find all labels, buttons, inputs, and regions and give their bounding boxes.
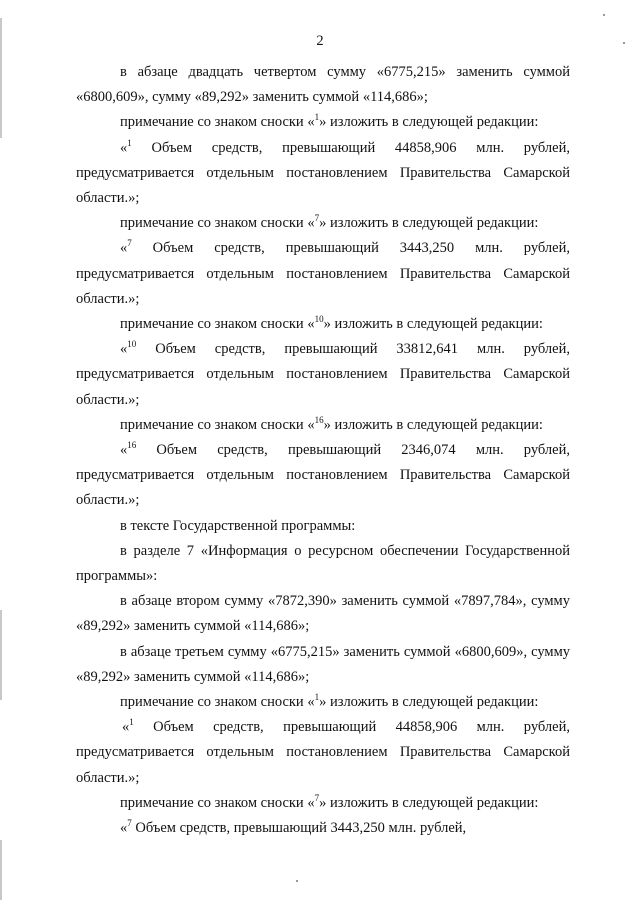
footnote-mark: 1: [314, 692, 320, 703]
scan-speck: [296, 880, 298, 882]
paragraph: в абзаце втором сумму «7872,390» заменить суммой «7897,784», сумму «89,292» заменить суммой «114,686»;: [76, 593, 570, 635]
paragraph: «$^1$ Объем средств, превышающий 44858,906 млн. рублей, предусматривается отдельным постановлением Правительства Самарской области.»;: [76, 137, 570, 207]
scan-speck: [603, 14, 605, 16]
paragraph: примечание со знаком сноски «$^1$» изложить в следующей редакции:: [120, 112, 539, 131]
paragraph: в абзаце третьем сумму «6775,215» заменить суммой «6800,609», сумму «89,292» заменить суммой «114,686»;: [76, 643, 570, 685]
paragraph: примечание со знаком сноски «$^7$» изложить в следующей редакции:: [120, 793, 539, 811]
footnote-mark: 16: [314, 415, 324, 426]
paragraph: «$^7$ Объем средств, превышающий 3443,250 млн. рублей, предусматривается отдельным постановлением Правительства Самарской области.»;: [76, 238, 570, 307]
footnote-mark: 7: [127, 818, 132, 829]
paragraph: в разделе 7 «Информация о ресурсном обеспечении Государственной программы»:: [76, 542, 570, 585]
footnote-mark: 7: [314, 793, 320, 804]
paragraph: примечание со знаком сноски «$^7$» изложить в следующей редакции:: [120, 213, 539, 232]
paragraph: примечание со знаком сноски «$^1$» изложить в следующей редакции:: [120, 692, 539, 711]
footnote-mark: 1: [314, 112, 320, 123]
paragraph: «$^7$ Объем средств, превышающий 3443,250 млн. рублей,: [120, 818, 467, 837]
footnote-mark: 7: [314, 213, 320, 224]
paragraph: «$^1$ Объем средств, превышающий 44858,906 млн. рублей, предусматривается отдельным постановлением Правительства Самарской области.»;: [76, 717, 570, 786]
footnote-mark: 1: [127, 137, 132, 148]
scan-edge-mark: [0, 610, 2, 700]
paragraph: «$^{10}$ Объем средств, превышающий 33812,641 млн. рублей, предусматривается отдельным постановлением Правительства Самарской области.»;: [76, 339, 570, 408]
paragraph: примечание со знаком сноски «$^{10}$» изложить в следующей редакции:: [120, 314, 543, 333]
footnote-mark: 10: [127, 339, 137, 350]
paragraph: в тексте Государственной программы:: [120, 517, 356, 534]
paragraph: в абзаце двадцать четвертом сумму «6775,215» заменить суммой «6800,609», сумму «89,292» заменить суммой «114,686»;: [76, 64, 570, 106]
document-body: [76, 60, 570, 841]
footnote-mark: 16: [127, 440, 137, 451]
footnote-mark: 1: [129, 717, 134, 728]
page-number: 2: [316, 33, 324, 49]
scan-edge-mark: [0, 840, 2, 900]
footnote-mark: 10: [314, 314, 324, 325]
footnote-mark: 7: [127, 238, 132, 249]
paragraph: примечание со знаком сноски «$^{16}$» изложить в следующей редакции:: [120, 415, 543, 433]
paragraph: «$^{16}$ Объем средств, превышающий 2346,074 млн. рублей, предусматривается отдельным постановлением Правительства Самарской области.»;: [76, 440, 570, 509]
